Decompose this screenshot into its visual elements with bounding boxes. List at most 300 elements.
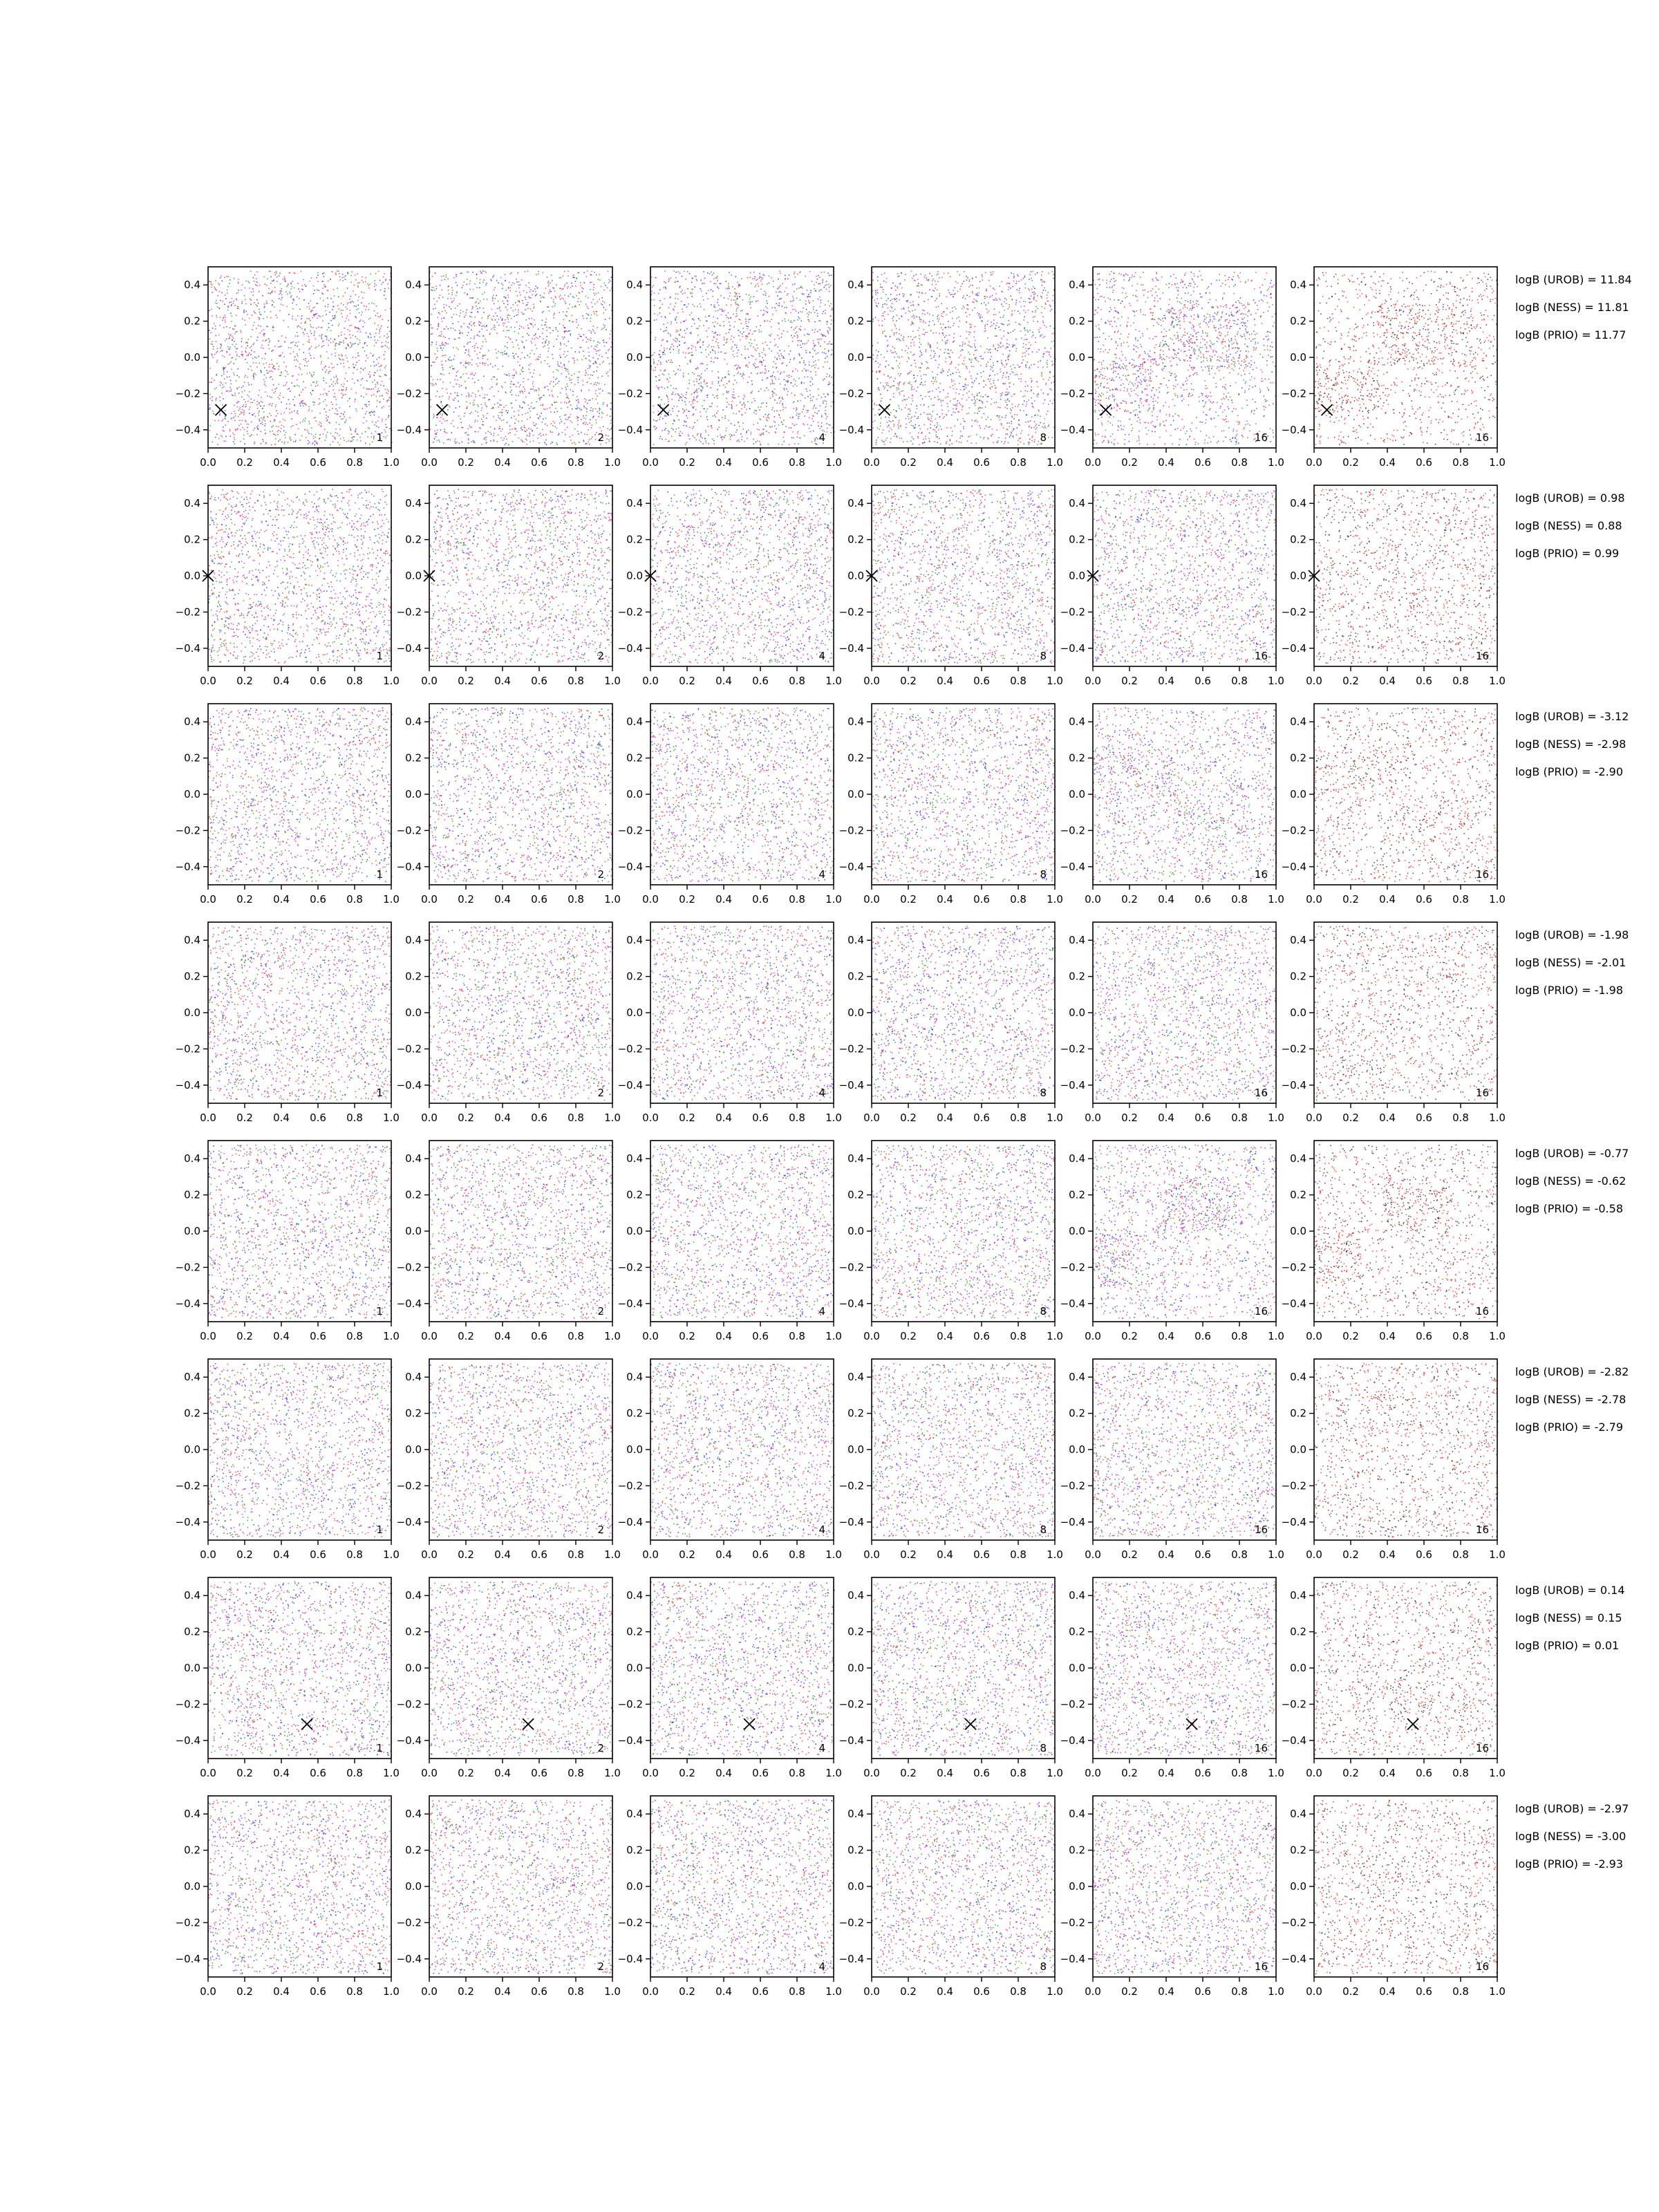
y-tick-label: 0.4 — [626, 1589, 643, 1602]
x-tick-label: 0.4 — [1379, 893, 1396, 906]
y-tick-label: −0.4 — [839, 424, 864, 436]
x-tick-label: 0.4 — [715, 1112, 732, 1124]
y-tick-label: 0.2 — [184, 534, 200, 546]
y-tick-label: 0.2 — [405, 315, 422, 328]
x-tick-label: 0.6 — [752, 1330, 769, 1342]
y-tick-label: 0.0 — [847, 1662, 864, 1674]
axes-frame — [1314, 485, 1497, 666]
x-tick-label: 1.0 — [383, 893, 400, 906]
y-tick-label: 0.2 — [1069, 1844, 1085, 1857]
x-tick-label: 0.2 — [458, 1985, 474, 1998]
x-tick-label: 1.0 — [604, 1112, 621, 1124]
y-tick-label: 0.4 — [847, 1371, 864, 1383]
cross-marker — [879, 404, 890, 415]
y-tick-label: 0.0 — [626, 570, 643, 582]
y-tick-label: 0.0 — [405, 788, 422, 800]
x-tick-label: 0.6 — [310, 1112, 326, 1124]
scatter-points — [872, 708, 1056, 883]
row-stats — [1515, 1584, 1625, 1652]
panel-label: 2 — [597, 431, 604, 444]
x-tick-label: 1.0 — [1489, 675, 1506, 687]
y-tick-label: 0.4 — [626, 279, 643, 291]
x-tick-label: 0.6 — [752, 1985, 769, 1998]
y-tick-label: −0.4 — [1060, 642, 1085, 655]
y-tick-label: 0.2 — [626, 1189, 643, 1201]
y-tick-label: 0.4 — [1290, 1808, 1306, 1820]
y-tick-label: −0.4 — [176, 1953, 200, 1965]
y-tick-label: 0.2 — [405, 752, 422, 765]
y-tick-label: −0.2 — [1282, 1916, 1306, 1929]
panel-r1-c2 — [397, 267, 621, 469]
y-tick-label: −0.4 — [176, 861, 200, 873]
panel-label: 2 — [597, 1305, 604, 1318]
row-stats — [1515, 710, 1629, 778]
y-tick-label: −0.2 — [618, 606, 643, 618]
x-tick-label: 0.8 — [789, 1767, 805, 1779]
scatter-points — [1314, 1581, 1498, 1756]
scatter-points — [1315, 1799, 1499, 1974]
scatter-points — [1093, 1144, 1277, 1319]
scatter-points — [208, 1799, 392, 1974]
x-tick-label: 0.0 — [863, 893, 880, 906]
x-tick-label: 0.0 — [421, 1767, 438, 1779]
x-tick-label: 0.8 — [1452, 1767, 1469, 1779]
x-tick-label: 0.4 — [715, 456, 732, 469]
y-tick-label: 0.4 — [847, 1152, 864, 1165]
x-tick-label: 0.2 — [236, 456, 253, 469]
y-tick-label: −0.2 — [618, 1479, 643, 1492]
x-tick-label: 0.4 — [937, 675, 953, 687]
x-tick-label: 0.2 — [1121, 456, 1138, 469]
y-tick-label: 0.2 — [184, 315, 200, 328]
x-tick-label: 1.0 — [1489, 456, 1506, 469]
x-tick-label: 0.0 — [421, 1985, 438, 1998]
panel-label: 2 — [597, 1524, 604, 1536]
y-tick-label: −0.4 — [839, 642, 864, 655]
y-tick-label: 0.2 — [847, 1844, 864, 1857]
x-tick-label: 0.6 — [310, 1985, 326, 1998]
panel-r3-c6 — [1282, 704, 1506, 906]
y-tick-label: −0.4 — [618, 861, 643, 873]
y-tick-label: −0.4 — [618, 424, 643, 436]
x-tick-label: 0.0 — [863, 1112, 880, 1124]
scatter-points — [1093, 270, 1277, 445]
x-tick-label: 0.6 — [1194, 456, 1211, 469]
panel-r6-c6 — [1282, 1359, 1506, 1561]
y-tick-label: 0.2 — [847, 752, 864, 765]
panel-label: 16 — [1255, 1524, 1268, 1536]
logb-stat: logB (NESS) = 0.15 — [1515, 1611, 1622, 1624]
y-tick-label: −0.4 — [176, 1079, 200, 1091]
axes-frame — [429, 1141, 612, 1322]
x-tick-label: 0.2 — [900, 1330, 917, 1342]
x-tick-label: 0.2 — [236, 675, 253, 687]
y-tick-label: 0.2 — [405, 1189, 422, 1201]
cross-marker — [301, 1718, 312, 1730]
x-tick-label: 0.4 — [1379, 1330, 1396, 1342]
x-tick-label: 0.4 — [273, 1330, 290, 1342]
x-tick-label: 0.8 — [789, 1548, 805, 1561]
y-tick-label: 0.4 — [405, 279, 422, 291]
y-tick-label: 0.0 — [1069, 788, 1085, 800]
x-tick-label: 0.6 — [752, 1767, 769, 1779]
panel-label: 1 — [376, 431, 383, 444]
x-tick-label: 0.8 — [1452, 675, 1469, 687]
y-tick-label: 0.4 — [184, 497, 200, 509]
y-tick-label: −0.4 — [397, 1734, 422, 1747]
x-tick-label: 0.2 — [900, 1548, 917, 1561]
logb-stat: logB (NESS) = -2.01 — [1515, 956, 1626, 969]
scatter-points — [872, 270, 1056, 445]
x-tick-label: 0.2 — [1121, 1767, 1138, 1779]
logb-stat: logB (UROB) = -2.97 — [1515, 1802, 1629, 1815]
x-tick-label: 0.8 — [1231, 1985, 1248, 1998]
panel-label: 8 — [1040, 650, 1047, 662]
logb-stat: logB (NESS) = -2.98 — [1515, 738, 1626, 751]
y-tick-label: 0.0 — [1290, 1880, 1306, 1893]
y-tick-label: 0.4 — [847, 497, 864, 509]
panel-r5-c4 — [839, 1141, 1063, 1342]
y-tick-label: −0.4 — [397, 1953, 422, 1965]
row-stats — [1515, 1365, 1629, 1434]
x-tick-label: 0.0 — [1306, 1767, 1322, 1779]
x-tick-label: 0.0 — [642, 1112, 659, 1124]
y-tick-label: 0.4 — [405, 1589, 422, 1602]
x-tick-label: 0.2 — [679, 1330, 695, 1342]
y-tick-label: −0.4 — [1060, 1079, 1085, 1091]
y-tick-label: −0.4 — [176, 642, 200, 655]
y-tick-label: 0.0 — [184, 1225, 200, 1237]
x-tick-label: 0.4 — [1379, 1767, 1396, 1779]
x-tick-label: 0.6 — [973, 675, 990, 687]
logb-stat: logB (UROB) = 0.98 — [1515, 491, 1625, 505]
axes-frame — [208, 485, 391, 666]
y-tick-label: 0.2 — [626, 315, 643, 328]
x-tick-label: 0.2 — [236, 1767, 253, 1779]
x-tick-label: 0.0 — [1085, 893, 1101, 906]
x-tick-label: 0.4 — [494, 893, 511, 906]
x-tick-label: 1.0 — [604, 675, 621, 687]
x-tick-label: 0.4 — [937, 1767, 953, 1779]
cross-marker — [744, 1718, 755, 1730]
y-tick-label: 0.2 — [1290, 752, 1306, 765]
y-tick-label: −0.2 — [1060, 824, 1085, 836]
y-tick-label: −0.2 — [397, 1479, 422, 1492]
x-tick-label: 0.6 — [310, 893, 326, 906]
y-tick-label: 0.2 — [1069, 971, 1085, 983]
y-tick-label: −0.4 — [1282, 1953, 1306, 1965]
x-tick-label: 0.0 — [421, 675, 438, 687]
y-tick-label: −0.2 — [1282, 387, 1306, 400]
x-tick-label: 0.8 — [789, 675, 805, 687]
panel-label: 1 — [376, 1742, 383, 1754]
panel-label: 16 — [1476, 1524, 1489, 1536]
y-tick-label: −0.4 — [397, 1079, 422, 1091]
logb-stat: logB (UROB) = -1.98 — [1515, 928, 1629, 941]
x-tick-label: 0.8 — [1010, 1112, 1027, 1124]
panel-r8-c1 — [176, 1796, 400, 1998]
axes-frame — [872, 1796, 1055, 1977]
x-tick-label: 0.6 — [973, 1548, 990, 1561]
y-tick-label: 0.0 — [1069, 351, 1085, 364]
x-tick-label: 0.6 — [531, 1767, 547, 1779]
logb-stat: logB (UROB) = -2.82 — [1515, 1365, 1629, 1378]
y-tick-label: 0.0 — [1290, 1225, 1306, 1237]
y-tick-label: −0.2 — [839, 1916, 864, 1929]
panel-r7-c6 — [1282, 1577, 1506, 1779]
x-tick-label: 0.8 — [1231, 1548, 1248, 1561]
y-tick-label: 0.4 — [184, 715, 200, 728]
x-tick-label: 0.6 — [531, 1330, 547, 1342]
x-tick-label: 0.8 — [1452, 456, 1469, 469]
x-tick-label: 0.6 — [310, 1330, 326, 1342]
panel-r6-c3 — [618, 1359, 842, 1561]
x-tick-label: 1.0 — [1047, 893, 1063, 906]
x-tick-label: 0.0 — [421, 456, 438, 469]
x-tick-label: 0.8 — [1231, 1112, 1248, 1124]
x-tick-label: 0.0 — [200, 1548, 216, 1561]
panel-r2-c5 — [1060, 485, 1284, 687]
y-tick-label: 0.4 — [1069, 1371, 1085, 1383]
y-tick-label: 0.2 — [847, 1626, 864, 1638]
x-tick-label: 0.0 — [1085, 456, 1101, 469]
x-tick-label: 0.0 — [200, 675, 216, 687]
y-tick-label: 0.0 — [405, 570, 422, 582]
x-tick-label: 0.8 — [1231, 893, 1248, 906]
y-tick-label: −0.2 — [176, 824, 200, 836]
y-tick-label: −0.2 — [1282, 824, 1306, 836]
x-tick-label: 0.0 — [200, 456, 216, 469]
y-tick-label: 0.2 — [626, 534, 643, 546]
y-tick-label: −0.2 — [397, 606, 422, 618]
panel-label: 16 — [1476, 1305, 1489, 1318]
panel-r3-c4 — [839, 704, 1063, 906]
panel-label: 4 — [818, 431, 825, 444]
y-tick-label: −0.2 — [176, 387, 200, 400]
x-tick-label: 1.0 — [1047, 1548, 1063, 1561]
y-tick-label: 0.4 — [405, 1152, 422, 1165]
x-tick-label: 0.8 — [346, 893, 363, 906]
x-tick-label: 1.0 — [1047, 1112, 1063, 1124]
y-tick-label: 0.2 — [1069, 1407, 1085, 1420]
x-tick-label: 0.8 — [1231, 1330, 1248, 1342]
y-tick-label: −0.4 — [618, 1516, 643, 1528]
y-tick-label: 0.2 — [847, 971, 864, 983]
x-tick-label: 0.0 — [200, 1767, 216, 1779]
scatter-points — [1093, 1581, 1277, 1756]
x-tick-label: 0.4 — [1379, 456, 1396, 469]
y-tick-label: −0.2 — [839, 1479, 864, 1492]
x-tick-label: 0.6 — [531, 1112, 547, 1124]
x-tick-label: 0.0 — [1306, 1985, 1322, 1998]
x-tick-label: 0.2 — [1342, 1985, 1359, 1998]
x-tick-label: 1.0 — [604, 893, 621, 906]
panel-label: 2 — [597, 1742, 604, 1754]
logb-stat: logB (PRIO) = 11.77 — [1515, 328, 1626, 341]
y-tick-label: 0.4 — [847, 1589, 864, 1602]
scatter-points — [1093, 489, 1277, 664]
y-tick-label: 0.2 — [1069, 315, 1085, 328]
scatter-points — [208, 270, 392, 445]
x-tick-label: 0.8 — [1010, 1985, 1027, 1998]
x-tick-label: 0.8 — [1452, 1112, 1469, 1124]
x-tick-label: 0.4 — [1379, 1112, 1396, 1124]
x-tick-label: 0.8 — [1010, 1767, 1027, 1779]
x-tick-label: 1.0 — [383, 1548, 400, 1561]
x-tick-label: 0.4 — [273, 893, 290, 906]
x-tick-label: 0.4 — [494, 1330, 511, 1342]
x-tick-label: 0.6 — [1416, 456, 1432, 469]
x-tick-label: 0.2 — [236, 1985, 253, 1998]
y-tick-label: 0.0 — [405, 1006, 422, 1019]
y-tick-label: 0.0 — [626, 1662, 643, 1674]
y-tick-label: 0.2 — [405, 1626, 422, 1638]
y-tick-label: 0.2 — [184, 1626, 200, 1638]
x-tick-label: 0.2 — [679, 456, 695, 469]
y-tick-label: −0.4 — [397, 642, 422, 655]
x-tick-label: 0.2 — [1121, 893, 1138, 906]
x-tick-label: 0.6 — [1194, 893, 1211, 906]
y-tick-label: −0.4 — [1060, 1953, 1085, 1965]
y-tick-label: −0.4 — [397, 861, 422, 873]
x-tick-label: 0.6 — [1416, 1985, 1432, 1998]
x-tick-label: 0.6 — [1194, 1985, 1211, 1998]
x-tick-label: 0.4 — [494, 1112, 511, 1124]
scatter-points — [650, 1581, 834, 1756]
x-tick-label: 0.2 — [1121, 675, 1138, 687]
x-tick-label: 0.2 — [458, 1548, 474, 1561]
y-tick-label: 0.4 — [847, 715, 864, 728]
y-tick-label: 0.4 — [1290, 1371, 1306, 1383]
logb-stat: logB (NESS) = -2.78 — [1515, 1393, 1626, 1406]
y-tick-label: −0.2 — [1282, 1698, 1306, 1710]
y-tick-label: 0.0 — [847, 1006, 864, 1019]
axes-frame — [1093, 1359, 1276, 1540]
y-tick-label: −0.4 — [839, 861, 864, 873]
y-tick-label: 0.0 — [847, 570, 864, 582]
panel-label: 16 — [1255, 1742, 1268, 1754]
axes-frame — [208, 922, 391, 1103]
axes-frame — [650, 485, 834, 666]
y-tick-label: 0.0 — [405, 1880, 422, 1893]
y-tick-label: 0.2 — [626, 1407, 643, 1420]
y-tick-label: 0.4 — [1069, 497, 1085, 509]
x-tick-label: 0.0 — [200, 1985, 216, 1998]
x-tick-label: 0.2 — [458, 456, 474, 469]
y-tick-label: −0.2 — [397, 1261, 422, 1273]
y-tick-label: −0.2 — [1060, 1042, 1085, 1055]
scatter-points — [872, 1799, 1056, 1974]
x-tick-label: 0.0 — [863, 1985, 880, 1998]
y-tick-label: −0.4 — [839, 1734, 864, 1747]
panel-label: 8 — [1040, 868, 1047, 881]
y-tick-label: −0.2 — [839, 606, 864, 618]
x-tick-label: 0.6 — [973, 1330, 990, 1342]
x-tick-label: 0.6 — [531, 893, 547, 906]
x-tick-label: 0.2 — [1121, 1985, 1138, 1998]
x-tick-label: 0.6 — [310, 456, 326, 469]
x-tick-label: 0.8 — [789, 456, 805, 469]
x-tick-label: 0.8 — [1010, 1330, 1027, 1342]
scatter-points — [650, 270, 835, 445]
scatter-points — [1093, 1799, 1277, 1974]
x-tick-label: 0.2 — [1342, 456, 1359, 469]
scatter-points — [208, 926, 392, 1100]
x-tick-label: 1.0 — [1047, 675, 1063, 687]
panel-label: 8 — [1040, 1960, 1047, 1973]
y-tick-label: 0.2 — [405, 534, 422, 546]
y-tick-label: −0.2 — [1060, 1916, 1085, 1929]
scatter-points — [429, 1799, 613, 1974]
cross-marker — [523, 1718, 534, 1730]
panel-label: 4 — [818, 1524, 825, 1536]
x-tick-label: 1.0 — [825, 1985, 842, 1998]
y-tick-label: 0.4 — [1069, 715, 1085, 728]
y-tick-label: 0.0 — [847, 1880, 864, 1893]
x-tick-label: 0.0 — [200, 893, 216, 906]
y-tick-label: 0.4 — [1290, 497, 1306, 509]
panel-r8-c2 — [397, 1796, 621, 1998]
y-tick-label: −0.4 — [1282, 1297, 1306, 1310]
x-tick-label: 1.0 — [1268, 1112, 1284, 1124]
y-tick-label: 0.4 — [847, 1808, 864, 1820]
cross-marker — [1186, 1718, 1197, 1730]
x-tick-label: 0.4 — [1158, 893, 1174, 906]
y-tick-label: 0.0 — [1069, 1662, 1085, 1674]
x-tick-label: 1.0 — [1047, 1985, 1063, 1998]
y-tick-label: 0.4 — [1290, 1589, 1306, 1602]
x-tick-label: 0.2 — [1342, 1330, 1359, 1342]
x-tick-label: 1.0 — [825, 675, 842, 687]
y-tick-label: 0.4 — [1069, 1808, 1085, 1820]
x-tick-label: 0.2 — [1342, 1767, 1359, 1779]
y-tick-label: −0.2 — [1282, 1042, 1306, 1055]
panel-r1-c3 — [618, 267, 842, 469]
scatter-points — [1314, 926, 1498, 1100]
x-tick-label: 0.4 — [715, 1330, 732, 1342]
scatter-points — [1315, 271, 1498, 445]
y-tick-label: 0.4 — [405, 1371, 422, 1383]
y-tick-label: 0.4 — [626, 1808, 643, 1820]
x-tick-label: 0.2 — [900, 456, 917, 469]
scatter-points — [208, 1145, 393, 1319]
x-tick-label: 1.0 — [1268, 893, 1284, 906]
x-tick-label: 0.4 — [937, 1330, 953, 1342]
y-tick-label: 0.4 — [1069, 1589, 1085, 1602]
panel-r4-c5 — [1060, 922, 1284, 1124]
x-tick-label: 1.0 — [825, 893, 842, 906]
y-tick-label: −0.2 — [618, 1698, 643, 1710]
panel-label: 4 — [818, 650, 825, 662]
y-tick-label: 0.0 — [847, 1443, 864, 1456]
y-tick-label: 0.2 — [1069, 752, 1085, 765]
y-tick-label: 0.0 — [1290, 1443, 1306, 1456]
y-tick-label: 0.2 — [847, 534, 864, 546]
scatter-points — [872, 1581, 1056, 1756]
x-tick-label: 0.4 — [715, 675, 732, 687]
panel-r7-c2 — [397, 1577, 621, 1779]
y-tick-label: 0.0 — [847, 788, 864, 800]
x-tick-label: 0.4 — [715, 1985, 732, 1998]
cross-marker — [1100, 404, 1112, 415]
y-tick-label: 0.0 — [184, 788, 200, 800]
axes-frame — [1314, 1141, 1497, 1322]
y-tick-label: 0.2 — [1290, 1189, 1306, 1201]
scatter-points — [872, 1363, 1056, 1538]
x-tick-label: 0.8 — [346, 1985, 363, 1998]
panel-label: 16 — [1255, 1960, 1268, 1973]
x-tick-label: 0.0 — [1085, 1548, 1101, 1561]
